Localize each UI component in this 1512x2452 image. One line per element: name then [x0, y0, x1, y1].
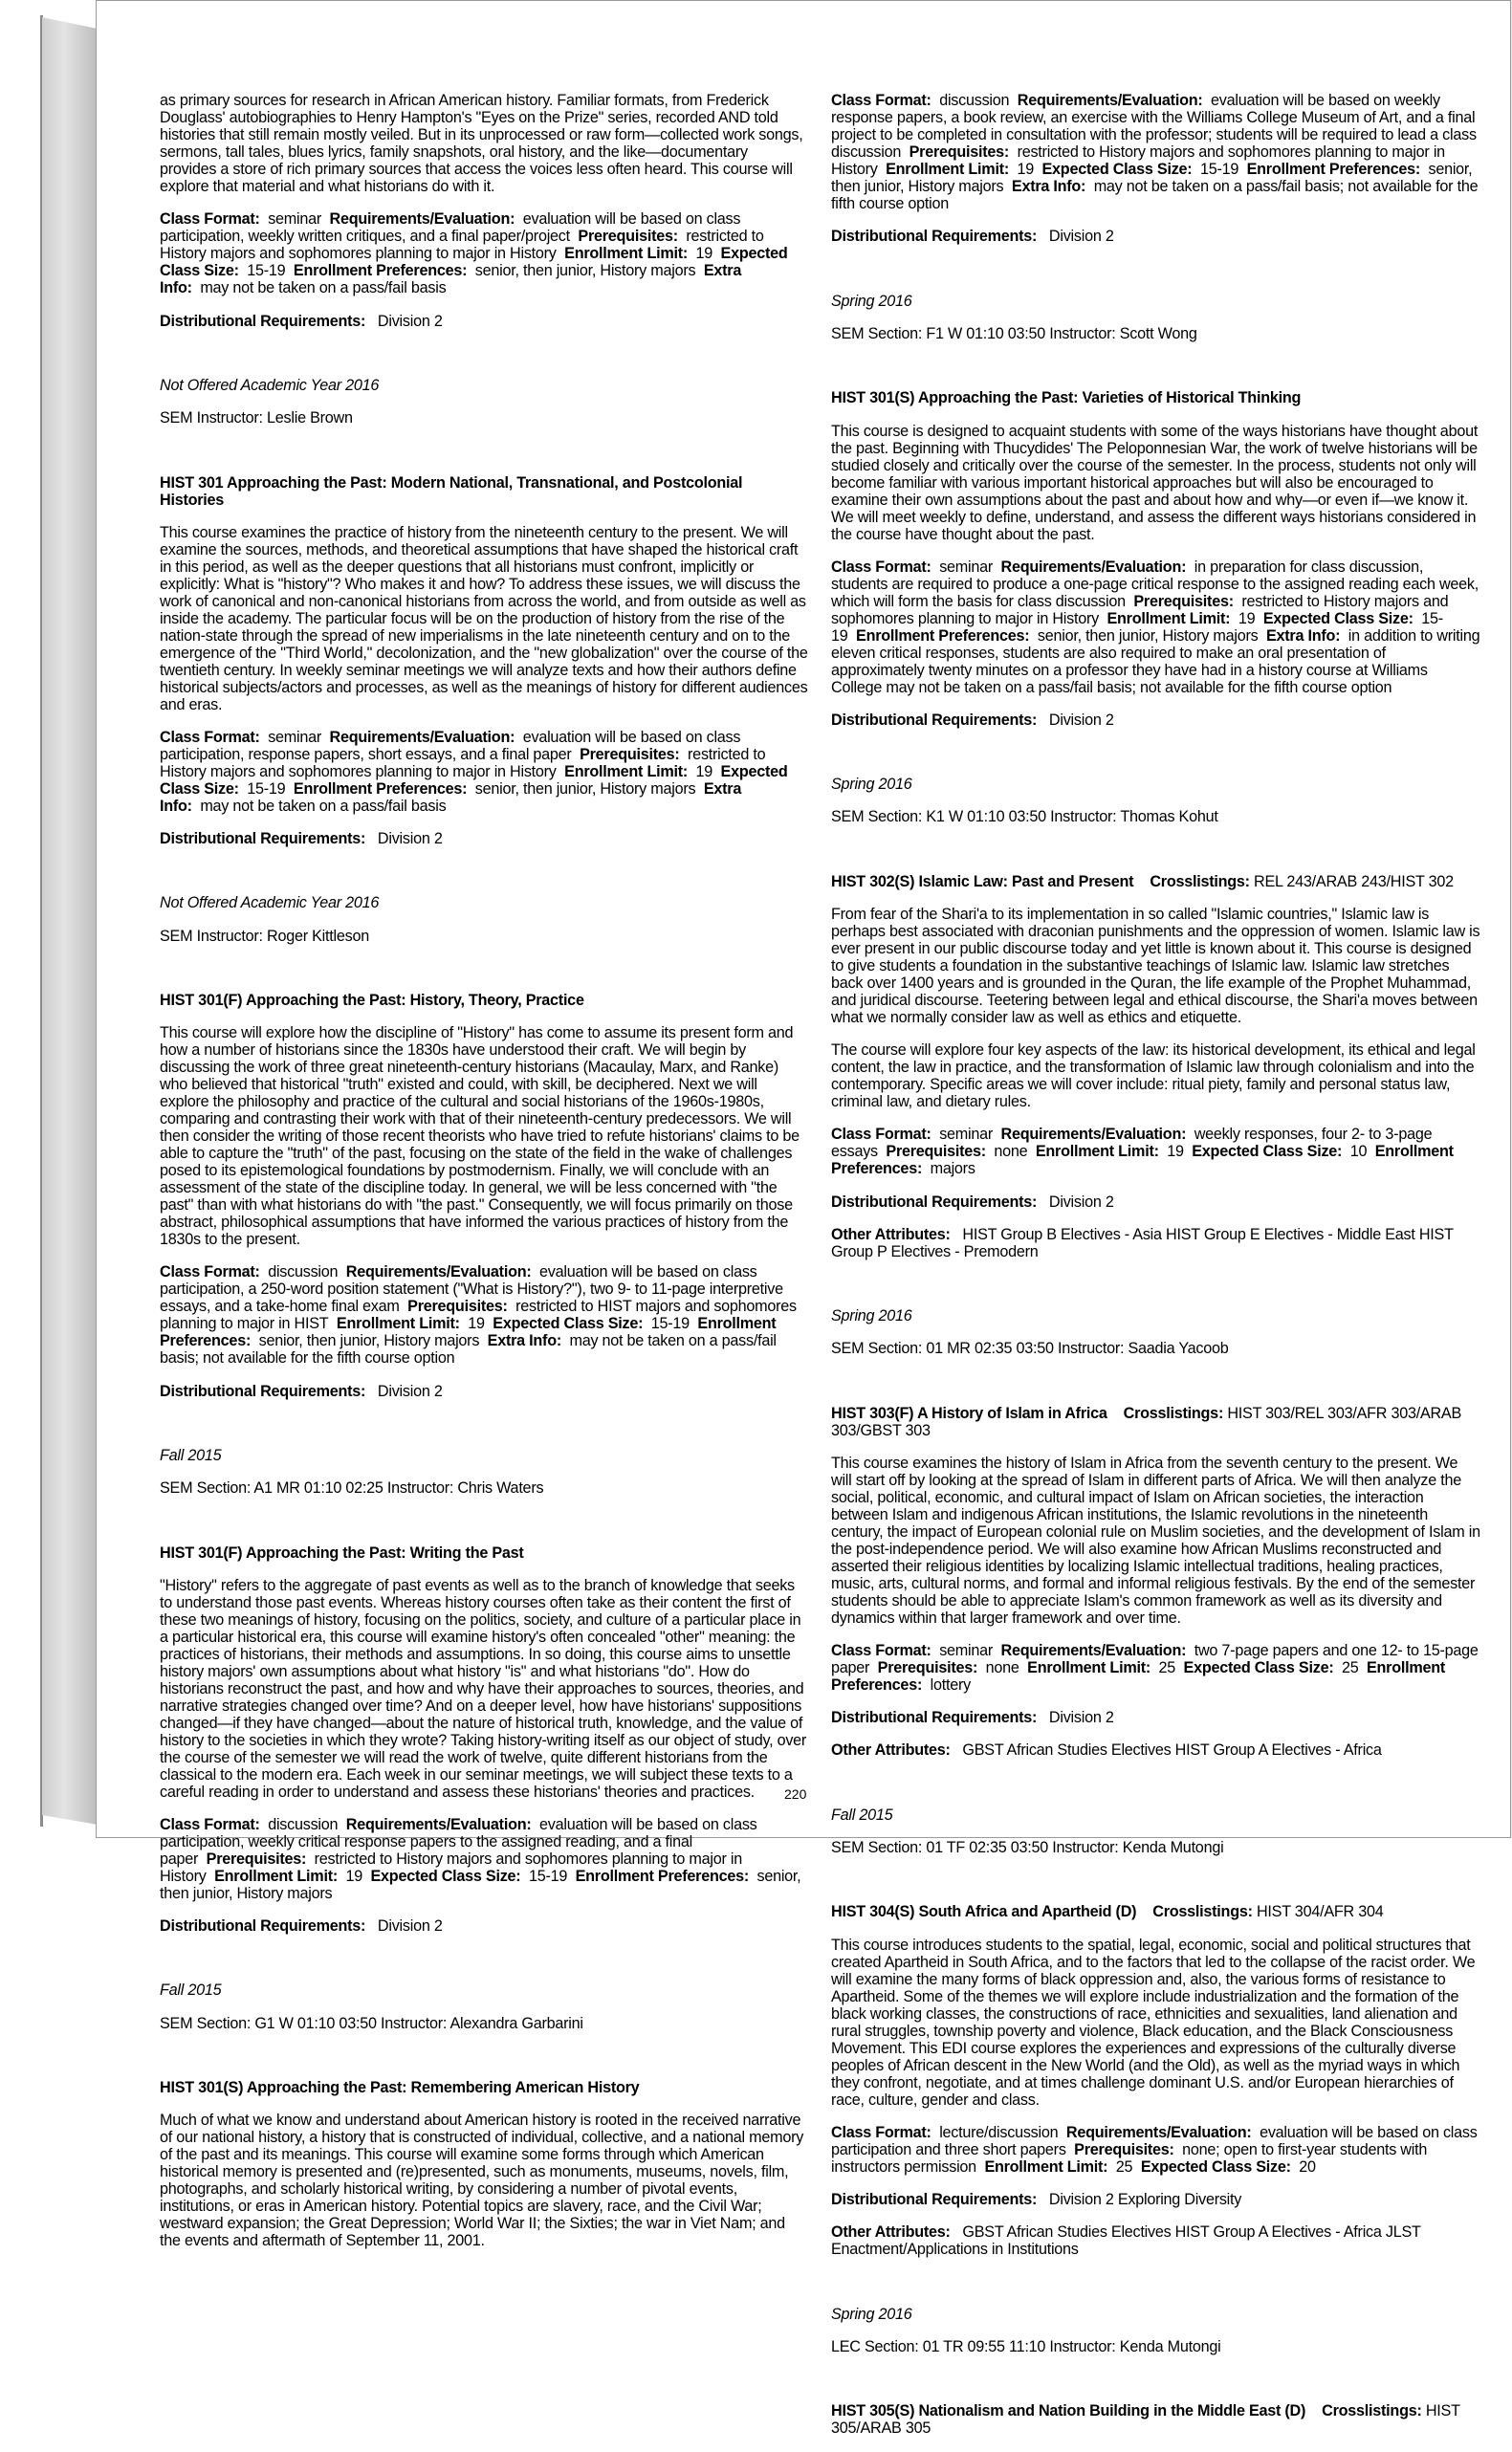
info-label: Extra Info:	[1011, 178, 1086, 196]
course-heading	[831, 1405, 1481, 1439]
info-label: Requirements/Evaluation:	[345, 1263, 532, 1281]
attribute-label: Distributional Requirements:	[831, 228, 1038, 246]
info-label: Enrollment Limit:	[984, 2157, 1108, 2176]
course-info	[160, 210, 808, 296]
info-value: 15-19	[650, 1315, 690, 1333]
attribute-label: Distributional Requirements:	[831, 1709, 1038, 1727]
info-value: 19	[695, 762, 713, 780]
crosslistings-value: HIST 305/ARAB 305	[831, 2402, 1460, 2438]
info-label: Prerequisites:	[578, 228, 678, 246]
info-value: seminar	[268, 728, 322, 746]
spacer	[160, 2047, 808, 2064]
info-value: seminar	[268, 210, 322, 229]
info-label: Enrollment Preferences:	[575, 1867, 749, 1885]
attribute-line	[831, 2223, 1481, 2258]
course-heading	[831, 1903, 1481, 1920]
course-title: HIST 304(S) South Africa and Apartheid (D)	[831, 1903, 1137, 1921]
attribute-label: Other Attributes:	[831, 2223, 951, 2242]
info-value: may not be taken on a pass/fail basis; not available for the fifth course option	[160, 1332, 777, 1368]
info-label: Class Format:	[160, 1263, 260, 1281]
spacer	[160, 1950, 808, 1966]
attribute-value: GBST African Studies Electives HIST Group A Electives - Africa	[962, 1741, 1382, 1760]
attribute-value: Division 2	[1048, 228, 1114, 246]
course-info	[160, 729, 808, 815]
info-label: Expected Class Size:	[1041, 161, 1193, 179]
info-label: Class Format:	[831, 92, 931, 110]
attribute-value: GBST African Studies Electives HIST Group A Electives - Africa JLST Enactment/Applications in Institutions	[831, 2223, 1421, 2259]
info-label: Enrollment Preferences:	[856, 626, 1030, 645]
info-label: Prerequisites:	[886, 1143, 986, 1161]
info-value: senior, then junior, History majors	[474, 779, 696, 798]
section-line: SEM Instructor: Roger Kittleson	[160, 927, 369, 945]
course-title: HIST 301 Approaching the Past: Modern National, Transnational, and Postcolonial Histories	[160, 473, 743, 509]
spacer	[160, 960, 808, 976]
info-label: Expected Class Size:	[1262, 609, 1413, 627]
spacer	[831, 358, 1481, 374]
info-label: Enrollment Preferences:	[831, 1659, 1446, 1695]
course-info	[831, 2124, 1481, 2176]
attribute-label: Distributional Requirements:	[160, 1917, 366, 1936]
info-value: evaluation will be based on class participation, a 250-word position statement ("What is History?"), two 9- to 11-page interpretive essays, and a take-home final exam	[160, 1263, 783, 1316]
course-info	[831, 1642, 1481, 1694]
info-label: Prerequisites:	[1074, 2140, 1174, 2158]
spacer	[160, 1512, 808, 1528]
attribute-line	[831, 2191, 1481, 2208]
info-label: Expected Class Size:	[1183, 1659, 1334, 1677]
course-title: HIST 302(S) Islamic Law: Past and Present	[831, 872, 1134, 890]
attribute-line	[831, 712, 1481, 729]
spacer	[831, 2273, 1481, 2289]
info-value: majors	[930, 1160, 975, 1178]
info-value: 10	[1349, 1143, 1368, 1161]
info-label: Enrollment Preferences:	[293, 262, 468, 280]
info-label: Enrollment Preferences:	[293, 779, 468, 798]
info-value: seminar	[939, 1126, 994, 1144]
course-info	[831, 1126, 1481, 1177]
term-label: Not Offered Academic Year 2016	[160, 894, 380, 912]
attribute-line	[831, 1741, 1481, 1759]
info-value: senior, then junior, History majors	[831, 161, 1473, 196]
course-description: From fear of the Shari'a to its implementation in so called "Islamic countries," Islamic law is perhaps best associated with draconian punishments and the oppression of women. Islamic law is ever present in our public discourse today and yet little is known about it. This course is designed to give students a foundation in the substantive teachings of Islamic law. Islamic law stretches back over 1400 years and is grounded in the Quran, the life example of the Prophet Muhammad, and juridical discourse. Teetering between legal and ethical discourse, the Shari'a moves between what we normally consider law as well as ethics and etiquette.	[831, 906, 1480, 1026]
attribute-line	[160, 1917, 808, 1935]
attribute-label: Distributional Requirements:	[160, 312, 366, 330]
info-value: restricted to History majors and sophomores planning to major in History	[160, 1850, 742, 1885]
info-value: in addition to writing eleven critical responses, students are also required to make an oral presentation of approximately twenty minutes on a professor they have had in a history course at Williams College may not be taken on a pass/fail basis; not available for the fifth course option	[831, 626, 1480, 696]
course-title: HIST 303(F) A History of Islam in Africa	[831, 1404, 1107, 1422]
attribute-value: HIST Group B Electives - Asia HIST Group E Electives - Middle East HIST Group P Electives - Premodern	[831, 1225, 1454, 1260]
info-label: Enrollment Preferences:	[831, 1143, 1454, 1178]
section-line: SEM Section: G1 W 01:10 03:50 Instructor: Alexandra Garbarini	[160, 2014, 583, 2032]
info-label: Expected Class Size:	[160, 762, 788, 798]
attribute-line	[831, 1226, 1481, 1260]
crosslistings-label: Crosslistings:	[1123, 1404, 1224, 1422]
attribute-line	[160, 830, 808, 847]
right-column	[831, 77, 1481, 2452]
spacer	[160, 1415, 808, 1432]
info-value: 25	[1158, 1659, 1176, 1677]
term-label: Spring 2016	[831, 292, 912, 310]
crosslistings-value: REL 243/ARAB 243/HIST 302	[1254, 872, 1454, 890]
term-label: Fall 2015	[160, 1981, 222, 2000]
crosslistings-label: Crosslistings:	[1150, 872, 1250, 890]
info-value: lecture/discussion	[939, 2123, 1059, 2141]
info-label: Enrollment Preferences:	[1246, 161, 1420, 179]
info-label: Expected Class Size:	[160, 245, 788, 280]
term-label: Fall 2015	[160, 1446, 222, 1464]
info-label: Extra Info:	[1265, 626, 1341, 645]
attribute-label: Distributional Requirements:	[160, 830, 366, 848]
info-value: 15-19	[831, 609, 1443, 645]
term-label: Not Offered Academic Year 2016	[160, 376, 380, 394]
course-description: This course is designed to acquaint students with some of the ways historians have thought about the past. Beginning with Thucydides' The Peloponnesian War, the work of twelve historians will be studied closely and critically over the course of the semester. In the process, students not only will become familiar with various important historical approaches but will also be encouraged to examine their own assumptions about the past and about how and why—or even if—we know it. We will meet weekly to define, understand, and assess the different ways historians considered in the course have thought about the past.	[831, 422, 1479, 543]
attribute-value: Division 2	[1048, 1709, 1114, 1727]
info-label: Requirements/Evaluation:	[1000, 1642, 1187, 1660]
info-label: Prerequisites:	[206, 1850, 307, 1868]
info-value: 20	[1299, 2157, 1316, 2176]
info-label: Enrollment Limit:	[1107, 609, 1231, 627]
info-label: Enrollment Limit:	[886, 161, 1009, 179]
info-label: Extra Info:	[160, 262, 742, 297]
section-line: SEM Section: K1 W 01:10 03:50 Instructor: Thomas Kohut	[831, 808, 1218, 826]
info-label: Class Format:	[831, 2123, 931, 2141]
info-value: 19	[1167, 1143, 1184, 1161]
section-line: SEM Instructor: Leslie Brown	[160, 409, 353, 427]
info-value: discussion	[268, 1263, 339, 1281]
crosslistings-label: Crosslistings:	[1322, 2402, 1422, 2420]
attribute-value: Division 2 Exploring Diversity	[1048, 2190, 1242, 2208]
term-label: Spring 2016	[831, 776, 912, 794]
crosslistings-value: HIST 304/AFR 304	[1256, 1903, 1384, 1921]
info-label: Expected Class Size:	[493, 1315, 644, 1333]
info-value: may not be taken on a pass/fail basis	[200, 279, 447, 297]
info-value: none	[994, 1143, 1028, 1161]
info-label: Class Format:	[831, 558, 931, 576]
term-label: Spring 2016	[831, 2305, 912, 2323]
info-label: Requirements/Evaluation:	[1065, 2123, 1252, 2141]
course-description: This course examines the history of Islam in Africa from the seventh century to the present. We will start off by looking at the spread of Islam in different parts of Africa. We will then analyze the social, political, economic, and cultural impact of Islam on African societies, the interaction between Islam and indigenous African institutions, the Islamic revolutions in the nineteenth century, the impact of European colonial rule on Muslim societies, and the development of Islam in the post-independence period. We will also examine how African Muslims reconstructed and asserted their religious identities by localizing Islamic intellectual traditions, healing practices, music, arts, cultural norms, and formal and informal religious festivals. By the end of the semester students should be able to appreciate Islam's common framework as well as its diversity and dynamics within that larger framework and over time.	[831, 1454, 1480, 1627]
course-info	[160, 1263, 808, 1367]
spacer	[160, 442, 808, 458]
course-description: "History" refers to the aggregate of past events as well as to the branch of knowledge that seeks to understand those past events. Whereas history courses often take as their content the first of these two meanings of history, focusing on the politics, society, and culture of a particular place in a particular historical era, this course will examine history's often concealed "other" meaning: the practices of historians, their methods and assumptions. In so doing, this course aims to unsettle history majors' own assumptions about what history "is" and what historians "do". How do historians reconstruct the past, and how and why have their approaches to sources, theories, and narrative strategies changed over time? And on a deeper level, how have historians' suppositions changed—if they have changed—about the nature of historical truth, knowledge, and the value of history to the societies in which they wrote? Taking history-writing itself as our object of study, over the course of the semester we will read the work of twelve, quite different historians from the classical to the modern era. Each week in our seminar meetings, we will subject these texts to a careful reading in order to understand and assess these historians' theories and practices.	[160, 1576, 807, 1801]
term-label: Fall 2015	[831, 1806, 893, 1824]
course-description: as primary sources for research in African American history. Familiar formats, from Frederick Douglass' autobiographies to Henry Hampton's "Eyes on the Prize" series, recorded AND told histories that still remain mostly veiled. But in its unprocessed or raw form—collected work songs, sermons, tall tales, blues lyrics, family snapshots, oral history, and the like—documentary provides a store of rich primary sources that access the voices less often heard. This course will explore that material and what historians do with it.	[160, 92, 803, 196]
spacer	[160, 345, 808, 361]
info-value: in preparation for class discussion, students are required to produce a one-page critical response to the assigned reading each week, which will form the basis for class discussion	[831, 558, 1479, 610]
course-info	[831, 92, 1481, 212]
course-title: HIST 301(S) Approaching the Past: Varieties of Historical Thinking	[831, 389, 1302, 407]
info-label: Enrollment Limit:	[1035, 1143, 1159, 1161]
info-label: Requirements/Evaluation:	[345, 1815, 532, 1833]
info-value: discussion	[939, 92, 1010, 110]
attribute-label: Distributional Requirements:	[831, 2190, 1038, 2208]
info-value: 19	[1238, 609, 1256, 627]
attribute-line	[831, 1709, 1481, 1726]
info-label: Prerequisites:	[909, 143, 1010, 162]
attribute-label: Distributional Requirements:	[160, 1382, 366, 1400]
course-heading	[831, 2402, 1481, 2437]
info-value: lottery	[930, 1676, 971, 1695]
info-label: Prerequisites:	[407, 1298, 508, 1316]
spacer	[160, 863, 808, 879]
info-label: Enrollment Limit:	[214, 1867, 338, 1885]
section-line: SEM Section: 01 TF 02:35 03:50 Instructor: Kenda Mutongi	[831, 1839, 1224, 1856]
attribute-value: Division 2	[377, 830, 443, 848]
info-value: 25	[1115, 2157, 1133, 2176]
attribute-line	[831, 1193, 1481, 1211]
info-value: 15-19	[1199, 161, 1239, 179]
attribute-line	[160, 313, 808, 330]
info-label: Expected Class Size:	[1140, 2157, 1291, 2176]
spacer	[831, 744, 1481, 760]
info-value: may not be taken on a pass/fail basis; not available for the fifth course option	[831, 178, 1479, 213]
info-value: 19	[695, 245, 713, 263]
book-spine	[42, 17, 98, 1825]
info-label: Expected Class Size:	[1192, 1143, 1343, 1161]
info-value: evaluation will be based on class participation, response papers, short essays, and a final paper	[160, 728, 741, 763]
info-label: Expected Class Size:	[370, 1867, 521, 1885]
left-column	[160, 77, 808, 2265]
spacer	[831, 1276, 1481, 1292]
course-info	[831, 558, 1481, 696]
attribute-value: Division 2	[377, 1382, 443, 1400]
info-label: Prerequisites:	[877, 1659, 978, 1677]
info-label: Prerequisites:	[1133, 592, 1234, 610]
info-value: weekly responses, four 2- to 3-page essays	[831, 1126, 1433, 1161]
info-label: Class Format:	[160, 210, 260, 229]
info-label: Requirements/Evaluation:	[1000, 558, 1187, 576]
info-label: Extra Info:	[160, 779, 742, 815]
info-value: evaluation will be based on weekly response papers, a book review, an exercise with the Williams College Museum of Art, and a final project to be completed in consultation with the professor; students will be required to lead a class discussion	[831, 92, 1477, 162]
info-value: none	[985, 1659, 1019, 1677]
course-title: HIST 305(S) Nationalism and Nation Building in the Middle East (D)	[831, 2402, 1306, 2420]
info-label: Class Format:	[831, 1642, 931, 1660]
crosslistings-value: HIST 303/REL 303/AFR 303/ARAB 303/GBST 303	[831, 1404, 1462, 1439]
info-value: 25	[1341, 1659, 1359, 1677]
info-label: Enrollment Preferences:	[160, 1315, 777, 1350]
info-value: 19	[345, 1867, 362, 1885]
course-heading	[831, 873, 1481, 890]
info-value: 15-19	[528, 1867, 568, 1885]
info-value: 15-19	[247, 262, 286, 280]
info-value: restricted to History majors and sophomores planning to major in History	[831, 592, 1449, 627]
info-label: Class Format:	[831, 1126, 931, 1144]
attribute-label: Distributional Requirements:	[831, 1193, 1038, 1211]
info-label: Class Format:	[160, 1815, 260, 1833]
info-label: Enrollment Limit:	[564, 245, 689, 263]
info-value: senior, then junior, History majors	[1037, 626, 1259, 645]
attribute-value: Division 2	[377, 312, 443, 330]
attribute-label: Other Attributes:	[831, 1741, 951, 1760]
info-label: Requirements/Evaluation:	[1017, 92, 1203, 110]
spacer	[831, 1373, 1481, 1390]
attribute-line	[160, 1383, 808, 1400]
attribute-line	[831, 228, 1481, 245]
info-value: evaluation will be based on class participation, weekly written critiques, and a final paper/project	[160, 210, 741, 246]
attribute-label: Distributional Requirements:	[831, 711, 1038, 729]
info-value: restricted to History majors and sophomores planning to major in History	[160, 228, 764, 263]
info-value: evaluation will be based on class participation, weekly critical response papers to the assigned reading, and a final paper	[160, 1815, 757, 1868]
term-label: Spring 2016	[831, 1307, 912, 1325]
attribute-value: Division 2	[1048, 1193, 1114, 1211]
info-label: Requirements/Evaluation:	[1000, 1126, 1187, 1144]
info-label: Enrollment Limit:	[1027, 1659, 1150, 1677]
attribute-label: Other Attributes:	[831, 1225, 951, 1243]
page-number: 220	[784, 1786, 807, 1802]
info-value: discussion	[268, 1815, 339, 1833]
course-info	[160, 1816, 808, 1902]
info-value: 19	[468, 1315, 485, 1333]
info-label: Enrollment Limit:	[336, 1315, 460, 1333]
course-description: This course examines the practice of history from the nineteenth century to the present. We will examine the sources, methods, and theoretical assumptions that have shaped the historical craft in this period, as well as the deeper questions that all historians must confront, implicitly or explicitly: What is "history"? Who makes it and how? To address these issues, we will discuss the work of canonical and non-canonical historians from across the world, and from outside as well as inside the academy. The particular focus will be on the production of history from the rise of the nation-state through the spread of new imperialisms in the late nineteenth century and on to the emergence of the "Third World," decolonization, and the "new globalization" over the course of the twentieth century. In weekly seminar meetings we will analyze texts and how their authors define historical subjects/actors and processes, as well as the meanings of history for different audiences and eras.	[160, 523, 808, 713]
info-label: Prerequisites:	[580, 745, 680, 763]
info-value: may not be taken on a pass/fail basis	[200, 797, 447, 815]
course-description: The course will explore four key aspects of the law: its historical development, its ethical and legal content, the law in practice, and the transformation of Islamic law through colonialism and into the contemporary. Specific areas we will cover include: ritual piety, family and personal status law, criminal law, and dietary rules.	[831, 1041, 1476, 1111]
spacer	[831, 261, 1481, 277]
section-line: SEM Section: A1 MR 01:10 02:25 Instructor: Chris Waters	[160, 1479, 544, 1498]
spacer	[831, 1872, 1481, 1888]
info-value: seminar	[939, 1642, 994, 1660]
info-value: senior, then junior, History majors	[258, 1332, 480, 1350]
info-label: Class Format:	[160, 728, 260, 746]
info-value: senior, then junior, History majors	[160, 1867, 801, 1902]
info-value: senior, then junior, History majors	[474, 262, 696, 280]
attribute-value: Division 2	[377, 1917, 443, 1936]
course-description: This course will explore how the discipline of "History" has come to assume its present form and how a number of historians since the 1830s have understood their craft. We will begin by discussing the work of three great nineteenth-century historians (Macaulay, Marx, and Ranke) who believed that historical "truth" existed and could, with skill, be deciphered. Next we will explore the philosophy and practice of the cultural and social historians of the 1960s-1980s, comparing and contrasting their work with that of their nineteenth-century predecessors. We will then consider the writing of those recent theorists who have tried to refute historians' claims to be able to capture the "truth" of the past, focusing on the state of the field in the wake of challenges posed to its epistemological foundations by postmodernism. Finally, we will conclude with an assessment of the state of the discipline today. In general, we will be less concerned with "the past" than with what historians do with "the past." Consequently, we will focus primarily on those abstract, philosophical assumptions that have informed the various practices of history from the 1830s to the present.	[160, 1024, 800, 1249]
info-value: evaluation will be based on class participation and three short papers	[831, 2123, 1478, 2158]
info-value: 15-19	[247, 779, 286, 798]
course-title: HIST 301(F) Approaching the Past: History, Theory, Practice	[160, 992, 584, 1009]
info-label: Requirements/Evaluation:	[329, 210, 515, 229]
crosslistings-label: Crosslistings:	[1152, 1903, 1253, 1921]
section-line: SEM Section: 01 MR 02:35 03:50 Instructor: Saadia Yacoob	[831, 1340, 1229, 1358]
course-title: HIST 301(S) Approaching the Past: Remembering American History	[160, 2079, 640, 2096]
course-description: Much of what we know and understand about American history is rooted in the received narrative of our national history, a history that is constructed of individual, collective, and a national memory of the past and its meanings. This course will examine some forms through which American historical memory is presented and (re)presented, such as monuments, museums, novels, film, photographs, and scholarly historical writing, by considering a number of pivotal events, institutions, or eras in American history. Potential topics are slavery, race, and the Civil War; westward expansion; the Great Depression; World War II; the Sixties; the war in Viet Nam; and the events and aftermath of September 11, 2001.	[160, 2112, 804, 2250]
course-description: This course introduces students to the spatial, legal, economic, social and political structures that created Apartheid in South Africa, and to the factors that led to the collapse of the racist order. We will examine the many forms of black oppression and, also, the various forms of resistance to Apartheid. Some of the themes we will explore include industrialization and the formation of the black working classes, the constructions of race, ethnicities and sexualities, land alienation and rural struggles, township poverty and violence, Black education, and the Black Consciousness Movement. This EDI course explores the experiences and expressions of the culturally diverse peoples of African descent in the New World (and the Old), as well as the myriad ways in which they confront, negotiate, and at times challenge dominant U.S. and/or European hierarchies of race, culture, gender and class.	[831, 1936, 1476, 2109]
spacer	[831, 1775, 1481, 1791]
info-value: 19	[1017, 161, 1034, 179]
spacer	[831, 2371, 1481, 2387]
section-line: SEM Section: F1 W 01:10 03:50 Instructor: Scott Wong	[831, 324, 1197, 342]
section-line: LEC Section: 01 TR 09:55 11:10 Instructor: Kenda Mutongi	[831, 2337, 1221, 2355]
info-label: Requirements/Evaluation:	[329, 728, 515, 746]
info-value: restricted to History majors and sophomores planning to major in History	[831, 143, 1445, 179]
info-value: restricted to HIST majors and sophomores planning to major in HIST	[160, 1298, 797, 1333]
info-value: none; open to first-year students with instructors permission	[831, 2140, 1428, 2176]
info-value: seminar	[939, 558, 994, 576]
course-title: HIST 301(F) Approaching the Past: Writing the Past	[160, 1543, 524, 1562]
spacer	[831, 842, 1481, 858]
info-label: Extra Info:	[487, 1332, 561, 1350]
info-label: Enrollment Limit:	[564, 762, 689, 780]
attribute-value: Division 2	[1048, 711, 1114, 729]
info-value: two 7-page papers and one 12- to 15-page paper	[831, 1642, 1479, 1677]
info-value: restricted to History majors and sophomores planning to major in History	[160, 745, 766, 780]
